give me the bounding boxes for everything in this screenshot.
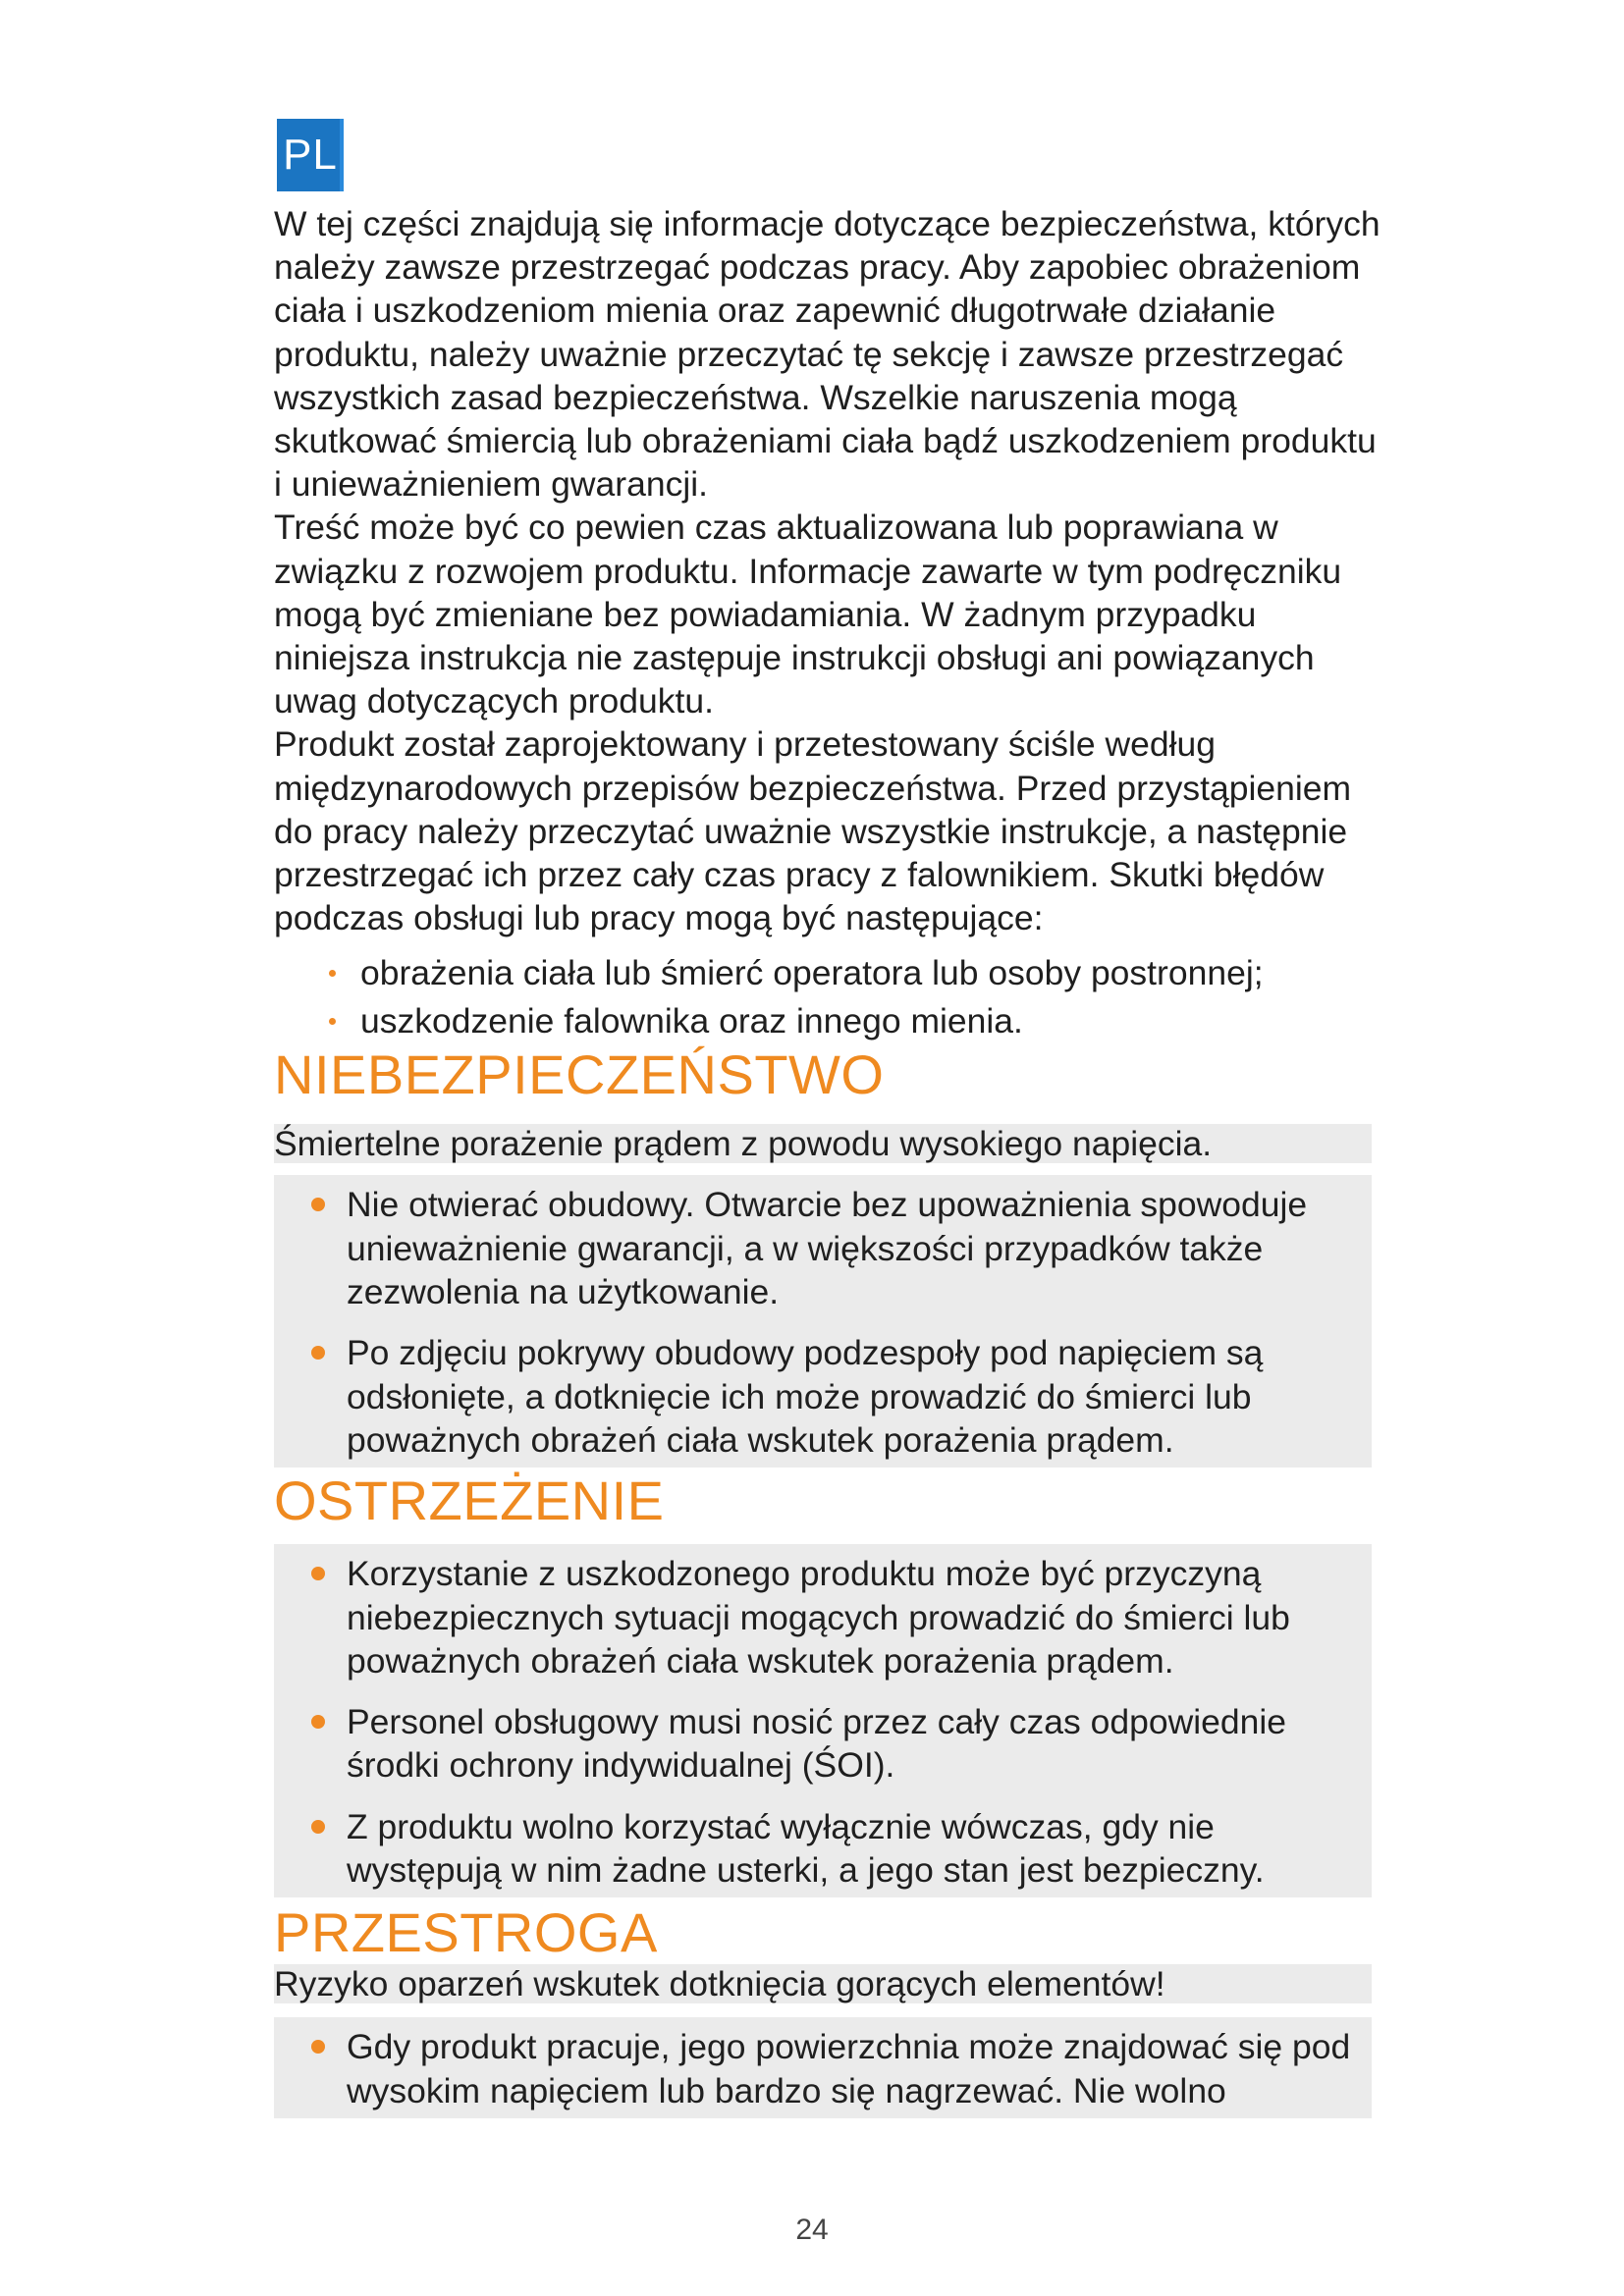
warning-box	[274, 1544, 1372, 1897]
warning-heading: OSTRZEŻENIE	[274, 1469, 665, 1532]
bullet-dot-icon	[311, 1567, 325, 1580]
bullet-dot-icon	[311, 1820, 325, 1834]
bullet-dot-icon	[311, 1346, 325, 1360]
list-item: obrażenia ciała lub śmierć operatora lub osoby postronnej;	[329, 949, 1383, 997]
list-item: Nie otwierać obudowy. Otwarcie bez upoważnienia spowoduje unieważnienie gwarancji, a w większości przypadków także zezwolenia na użytkowanie.	[329, 1183, 1372, 1313]
caution-box	[274, 2017, 1372, 2118]
consequences-list	[274, 949, 1383, 1045]
bullet-dot-icon	[311, 1198, 325, 1211]
list-item: Gdy produkt pracuje, jego powierzchnia może znajdować się pod wysokim napięciem lub bardzo się nagrzewać. Nie wolno	[329, 2025, 1372, 2112]
language-badge: PL	[277, 119, 344, 191]
intro-paragraph-2: Treść może być co pewien czas aktualizowana lub poprawiana w związku z rozwojem produktu. Informacje zawarte w tym podręczniku mogą być zmieniane bez powiadamiania. W żadnym przypadku niniejsza instrukcja nie zastępuje instrukcji obsługi ani powiązanych uwag dotyczących produktu.	[274, 507, 1342, 721]
intro-paragraph-3: Produkt został zaprojektowany i przetestowany ściśle według międzynarodowych przepisów bezpieczeństwa. Przed przystąpieniem do pracy należy przeczytać uważnie wszystkie instrukcje, a następnie przestrzegać ich przez cały czas pracy z falownikiem. Skutki błędów podczas obsługi lub pracy mogą być następujące:	[274, 724, 1352, 938]
list-item: Korzystanie z uszkodzonego produktu może być przyczyną niebezpiecznych sytuacji mogących prowadzić do śmierci lub poważnych obrażeń ciała wskutek porażenia prądem.	[329, 1552, 1372, 1682]
danger-heading: NIEBEZPIECZEŃSTWO	[274, 1043, 885, 1106]
intro-paragraph-1: W tej części znajdują się informacje dotyczące bezpieczeństwa, których należy zawsze przestrzegać podczas pracy. Aby zapobiec obrażeniom ciała i uszkodzeniom mienia oraz zapewnić długotrwałe działanie produktu, należy uważnie przeczytać tę sekcję i zawsze przestrzegać wszystkich zasad bezpieczeństwa. Wszelkie naruszenia mogą skutkować śmiercią lub obrażeniami ciała bądź uszkodzeniem produktu i unieważnieniem gwarancji.	[274, 204, 1380, 505]
page-number: 24	[795, 2214, 829, 2246]
danger-hazard-text: Śmiertelne porażenie prądem z powodu wysokiego napięcia.	[274, 1124, 1372, 1163]
list-item: uszkodzenie falownika oraz innego mienia.	[329, 997, 1383, 1045]
caution-hazard-text: Ryzyko oparzeń wskutek dotknięcia gorących elementów!	[274, 1964, 1372, 2003]
bullet-dot-icon	[311, 2040, 325, 2054]
page-content	[274, 202, 1383, 2118]
bullet-dot-icon	[311, 1715, 325, 1729]
caution-heading: PRZESTROGA	[274, 1901, 658, 1964]
list-item: Po zdjęciu pokrywy obudowy podzespoły pod napięciem są odsłonięte, a dotknięcie ich może prowadzić do śmierci lub poważnych obrażeń ciała wskutek porażenia prądem.	[329, 1331, 1372, 1462]
list-item: Personel obsługowy musi nosić przez cały czas odpowiednie środki ochrony indywidualnej (ŚOI).	[329, 1700, 1372, 1788]
danger-box	[274, 1175, 1372, 1468]
caution-hazard-bar	[274, 1964, 1372, 2003]
list-item: Z produktu wolno korzystać wyłącznie wówczas, gdy nie występują w nim żadne usterki, a jego stan jest bezpieczny.	[329, 1805, 1372, 1893]
danger-hazard-bar	[274, 1124, 1372, 1163]
